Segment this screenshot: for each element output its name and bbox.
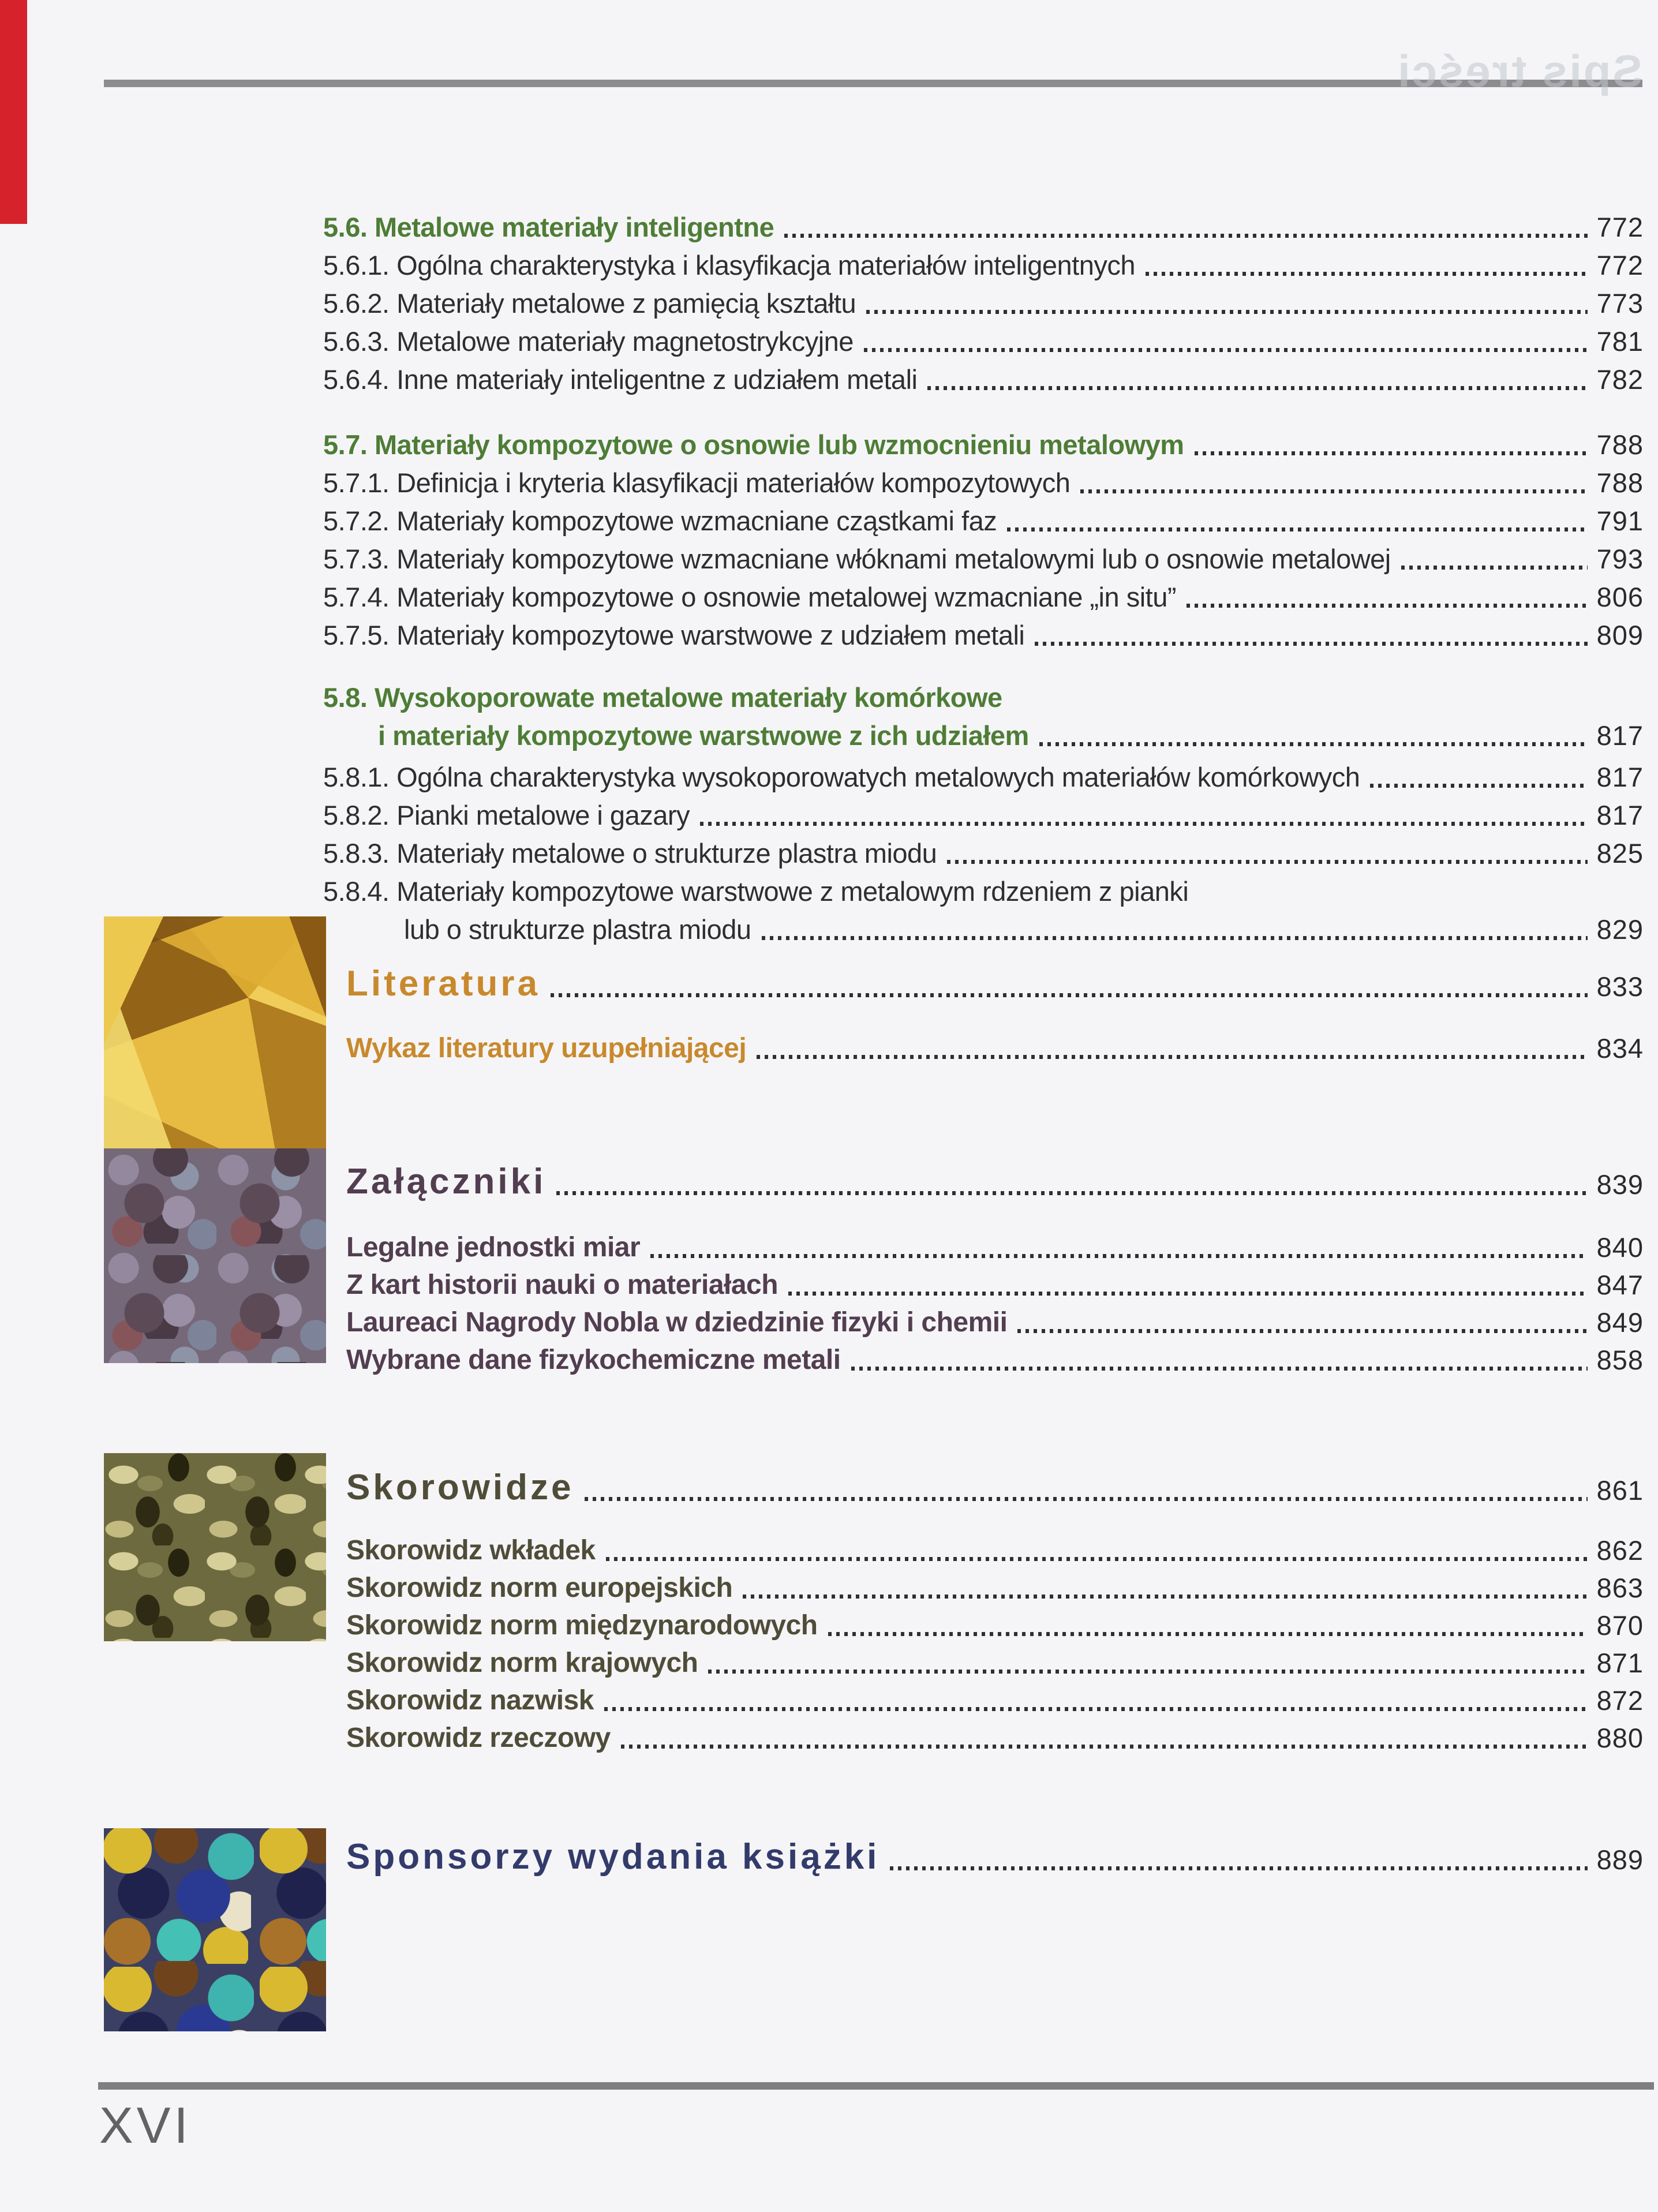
toc-row bbox=[346, 1232, 1644, 1263]
dot-leader bbox=[606, 1557, 1588, 1561]
zalaczniki-heading: Załączniki bbox=[346, 1162, 547, 1202]
toc-entry-label: 5.7.3. Materiały kompozytowe wzmacniane włóknami metalowymi lub o osnowie metalowej bbox=[323, 544, 1391, 574]
page-number: 889 bbox=[1596, 1844, 1644, 1876]
page-number: 863 bbox=[1596, 1573, 1644, 1604]
dot-leader bbox=[851, 1367, 1588, 1371]
dot-leader bbox=[1039, 742, 1588, 746]
dot-leader bbox=[1146, 272, 1588, 276]
page-number: 840 bbox=[1596, 1232, 1644, 1263]
toc-row bbox=[346, 1723, 1644, 1754]
toc-row bbox=[323, 877, 1644, 907]
page-number: 806 bbox=[1596, 582, 1644, 612]
dot-leader bbox=[784, 234, 1587, 238]
toc-row bbox=[346, 965, 1644, 1002]
page-number: 880 bbox=[1596, 1723, 1644, 1754]
page-number: 817 bbox=[1596, 800, 1644, 830]
sponsorzy-heading: Sponsorzy wydania książki bbox=[346, 1837, 880, 1877]
page-number: 861 bbox=[1596, 1475, 1644, 1506]
toc-entry-label: 5.7.1. Definicja i kryteria klasyfikacji materiałów kompozytowych bbox=[323, 467, 1071, 498]
page-number: 772 bbox=[1596, 212, 1644, 242]
toc-entry-label: Skorowidz wkładek bbox=[346, 1535, 596, 1566]
toc-entry-label: 5.7.5. Materiały kompozytowe warstwowe z udziałem metali bbox=[323, 620, 1025, 650]
skorowidze-heading: Skorowidze bbox=[346, 1468, 574, 1507]
toc-entry-label: Skorowidz norm krajowych bbox=[346, 1648, 698, 1678]
toc-row bbox=[346, 1033, 1644, 1064]
page-number: 773 bbox=[1596, 288, 1644, 319]
toc-row bbox=[346, 1838, 1644, 1876]
toc-row bbox=[323, 839, 1644, 869]
toc-entry-label: 5.7.4. Materiały kompozytowe o osnowie metalowej wzmacniane „in situ” bbox=[323, 582, 1176, 612]
toc-entry-label: 5.6.3. Metalowe materiały magnetostrykcyjne bbox=[323, 326, 854, 357]
toc-row bbox=[346, 1163, 1644, 1200]
dot-leader bbox=[828, 1632, 1588, 1636]
dot-leader bbox=[556, 1191, 1587, 1195]
toc-entry-label: 5.6.2. Materiały metalowe z pamięcią kształtu bbox=[323, 288, 856, 319]
page-number: 782 bbox=[1596, 364, 1644, 395]
page-number: 870 bbox=[1596, 1610, 1644, 1641]
dot-leader bbox=[866, 310, 1587, 314]
page-number: 793 bbox=[1596, 544, 1644, 574]
dot-leader bbox=[1035, 642, 1587, 646]
toc-entry-label: 5.8.1. Ogólna charakterystyka wysokoporowatych metalowych materiałów komórkowych bbox=[323, 762, 1360, 792]
toc-entry-label-cont: lub o strukturze plastra miodu bbox=[404, 914, 751, 945]
toc-row bbox=[323, 915, 1644, 945]
page-number: 825 bbox=[1596, 838, 1644, 869]
chapter-edge-tab bbox=[0, 0, 27, 224]
section-heading-label: 5.8. Wysokoporowate metalowe materiały komórkowe bbox=[323, 682, 1002, 713]
toc-row bbox=[323, 506, 1644, 537]
page-number: 817 bbox=[1596, 762, 1644, 792]
toc-entry-label: Z kart historii nauki o materiałach bbox=[346, 1270, 779, 1300]
toc-entry-label: 5.6.1. Ogólna charakterystyka i klasyfikacja materiałów inteligentnych bbox=[323, 250, 1136, 280]
toc-row bbox=[323, 762, 1644, 793]
toc-row bbox=[323, 212, 1644, 243]
dot-leader bbox=[927, 386, 1587, 390]
toc-row bbox=[323, 800, 1644, 831]
dot-leader bbox=[604, 1707, 1588, 1711]
toc-entry-label: 5.8.2. Pianki metalowe i gazary bbox=[323, 800, 690, 830]
toc-entry-label: Skorowidz norm międzynarodowych bbox=[346, 1610, 818, 1641]
page-number: 788 bbox=[1596, 467, 1644, 498]
dot-leader bbox=[1187, 604, 1588, 608]
toc-entry-label: Legalne jednostki miar bbox=[346, 1232, 641, 1263]
toc-entry-label: 5.6.4. Inne materiały inteligentne z udziałem metali bbox=[323, 364, 918, 395]
dot-leader bbox=[708, 1670, 1587, 1674]
folio-page-number: XVI bbox=[99, 2097, 192, 2154]
page-number: 829 bbox=[1596, 914, 1644, 945]
toc-row bbox=[323, 430, 1644, 461]
section-heading-label: 5.6. Metalowe materiały inteligentne bbox=[323, 212, 774, 242]
toc-entry-label: Skorowidz nazwisk bbox=[346, 1685, 594, 1716]
page-number: 817 bbox=[1596, 720, 1644, 751]
literatura-heading: Literatura bbox=[346, 964, 540, 1004]
olive-mottled-micrograph bbox=[104, 1453, 326, 1641]
toc-entry-label: 5.7.2. Materiały kompozytowe wzmacniane cząstkami faz bbox=[323, 506, 997, 536]
dot-leader bbox=[890, 1866, 1587, 1870]
page-number: 847 bbox=[1596, 1270, 1644, 1301]
toc-entry-label: 5.8.4. Materiały kompozytowe warstwowe z metalowym rdzeniem z pianki bbox=[323, 876, 1189, 907]
multicolor-grain-micrograph bbox=[104, 1828, 326, 2031]
page-number: 772 bbox=[1596, 250, 1644, 280]
dot-leader bbox=[621, 1745, 1588, 1749]
page-number: 791 bbox=[1596, 506, 1644, 536]
dot-leader bbox=[947, 860, 1587, 864]
page-number: 862 bbox=[1596, 1535, 1644, 1566]
page-number: 809 bbox=[1596, 620, 1644, 650]
toc-row bbox=[346, 1573, 1644, 1604]
toc-row bbox=[346, 1270, 1644, 1301]
toc-row bbox=[346, 1535, 1644, 1566]
page-number: 872 bbox=[1596, 1685, 1644, 1716]
dot-leader bbox=[1007, 527, 1587, 532]
toc-row bbox=[346, 1469, 1644, 1506]
toc-entry-label: Skorowidz norm europejskich bbox=[346, 1573, 733, 1603]
toc-row bbox=[323, 365, 1644, 395]
page-number: 834 bbox=[1596, 1033, 1644, 1064]
toc-row bbox=[323, 721, 1644, 751]
dot-leader bbox=[1017, 1329, 1587, 1333]
page-number: 871 bbox=[1596, 1648, 1644, 1679]
section-heading-label: 5.7. Materiały kompozytowe o osnowie lub wzmocnieniu metalowym bbox=[323, 429, 1184, 460]
toc-row bbox=[323, 468, 1644, 499]
toc-row bbox=[323, 683, 1644, 713]
page-number: 839 bbox=[1596, 1169, 1644, 1200]
page-number: 858 bbox=[1596, 1345, 1644, 1376]
page-number: 833 bbox=[1596, 971, 1644, 1002]
dot-leader bbox=[1195, 451, 1588, 455]
toc-entry-label: Laureaci Nagrody Nobla w dziedzinie fizyki i chemii bbox=[346, 1307, 1008, 1338]
dot-leader bbox=[650, 1254, 1587, 1258]
page-number: 788 bbox=[1596, 429, 1644, 460]
toc-row bbox=[323, 544, 1644, 575]
toc-row bbox=[346, 1610, 1644, 1641]
dot-leader bbox=[864, 348, 1588, 352]
page-number: 781 bbox=[1596, 326, 1644, 357]
toc-row bbox=[323, 250, 1644, 281]
toc-entry-label: 5.8.3. Materiały metalowe o strukturze plastra miodu bbox=[323, 838, 937, 869]
section-heading-label-cont: i materiały kompozytowe warstwowe z ich udziałem bbox=[378, 720, 1029, 751]
dot-leader bbox=[788, 1292, 1588, 1296]
toc-row bbox=[346, 1648, 1644, 1679]
toc-entry-label: Skorowidz rzeczowy bbox=[346, 1723, 611, 1753]
bleed-through-header: Spis treści bbox=[1396, 46, 1643, 96]
dot-leader bbox=[1370, 784, 1587, 788]
dot-leader bbox=[743, 1595, 1587, 1599]
dot-leader bbox=[757, 1055, 1587, 1059]
toc-entry-label: Wykaz literatury uzupełniającej bbox=[346, 1033, 747, 1064]
page-number: 849 bbox=[1596, 1307, 1644, 1338]
dot-leader bbox=[762, 936, 1588, 940]
plum-granular-micrograph bbox=[104, 1148, 326, 1363]
toc-entry-label: Wybrane dane fizykochemiczne metali bbox=[346, 1345, 841, 1375]
toc-row bbox=[323, 582, 1644, 613]
toc-row bbox=[323, 620, 1644, 651]
bottom-rule bbox=[98, 2082, 1654, 2090]
gold-crystalline-micrograph bbox=[104, 916, 326, 1148]
dot-leader bbox=[1401, 566, 1588, 570]
toc-row bbox=[323, 289, 1644, 319]
toc-row bbox=[346, 1307, 1644, 1338]
toc-row bbox=[323, 327, 1644, 357]
dot-leader bbox=[585, 1497, 1588, 1501]
dot-leader bbox=[551, 993, 1588, 997]
dot-leader bbox=[700, 822, 1588, 826]
dot-leader bbox=[1080, 489, 1587, 493]
toc-row bbox=[346, 1685, 1644, 1716]
toc-row bbox=[346, 1345, 1644, 1376]
